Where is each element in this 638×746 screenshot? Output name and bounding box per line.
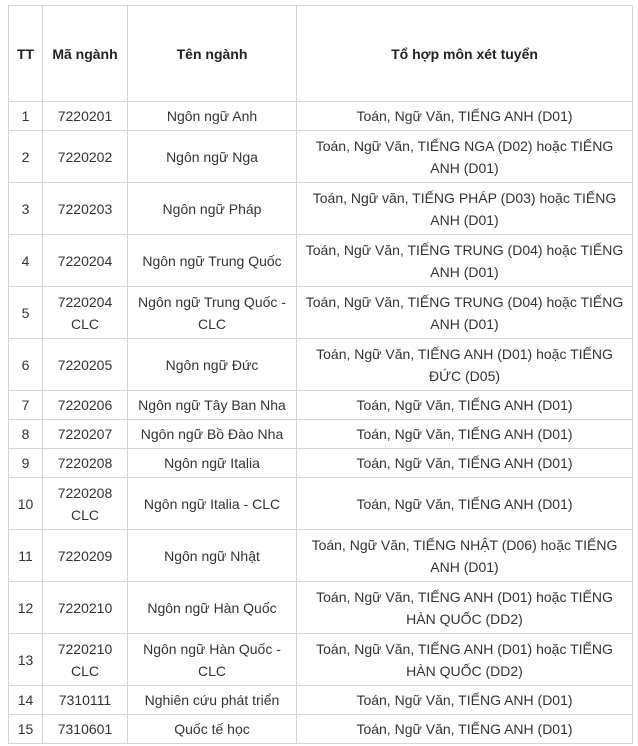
cell-tt: 3: [9, 183, 43, 235]
cell-ten-nganh: Quốc tế học: [128, 715, 297, 744]
cell-ten-nganh: Ngôn ngữ Nga: [128, 131, 297, 183]
header-to-hop: Tổ hợp môn xét tuyển: [297, 6, 633, 102]
cell-to-hop: Toán, Ngữ văn, TIẾNG PHÁP (D03) hoặc TIẾNG ANH (D01): [297, 183, 633, 235]
cell-ten-nganh: Ngôn ngữ Trung Quốc: [128, 235, 297, 287]
cell-ma-nganh: 7220204 CLC: [43, 287, 128, 339]
cell-to-hop: Toán, Ngữ Văn, TIẾNG ANH (D01): [297, 715, 633, 744]
cell-ten-nganh: Ngôn ngữ Trung Quốc - CLC: [128, 287, 297, 339]
cell-tt: 9: [9, 449, 43, 478]
table-row: [9, 420, 633, 449]
cell-ma-nganh: 7310601: [43, 715, 128, 744]
cell-tt: 10: [9, 478, 43, 530]
cell-ma-nganh: 7220201: [43, 102, 128, 131]
header-tt: TT: [9, 6, 43, 102]
cell-ma-nganh: 7220208 CLC: [43, 478, 128, 530]
cell-tt: 13: [9, 634, 43, 686]
table-row: [9, 339, 633, 391]
cell-to-hop: Toán, Ngữ Văn, TIẾNG TRUNG (D04) hoặc TIẾNG ANH (D01): [297, 287, 633, 339]
cell-to-hop: Toán, Ngữ Văn, TIẾNG NHẬT (D06) hoặc TIẾNG ANH (D01): [297, 530, 633, 582]
table-row: [9, 102, 633, 131]
table-row: [9, 686, 633, 715]
cell-tt: 7: [9, 391, 43, 420]
cell-tt: 6: [9, 339, 43, 391]
cell-to-hop: Toán, Ngữ Văn, TIẾNG ANH (D01) hoặc TIẾNG ĐỨC (D05): [297, 339, 633, 391]
cell-ma-nganh: 7220202: [43, 131, 128, 183]
cell-ten-nganh: Ngôn ngữ Tây Ban Nha: [128, 391, 297, 420]
cell-to-hop: Toán, Ngữ Văn, TIẾNG ANH (D01) hoặc TIẾNG HÀN QUỐC (DD2): [297, 634, 633, 686]
cell-tt: 15: [9, 715, 43, 744]
cell-ma-nganh: 7220207: [43, 420, 128, 449]
cell-tt: 1: [9, 102, 43, 131]
cell-to-hop: Toán, Ngữ Văn, TIẾNG ANH (D01) hoặc TIẾNG HÀN QUỐC (DD2): [297, 582, 633, 634]
cell-ten-nganh: Nghiên cứu phát triển: [128, 686, 297, 715]
cell-ten-nganh: Ngôn ngữ Hàn Quốc: [128, 582, 297, 634]
cell-ten-nganh: Ngôn ngữ Đức: [128, 339, 297, 391]
table-row: [9, 391, 633, 420]
cell-tt: 8: [9, 420, 43, 449]
table-row: [9, 715, 633, 744]
table-row: [9, 634, 633, 686]
cell-to-hop: Toán, Ngữ Văn, TIẾNG ANH (D01): [297, 102, 633, 131]
cell-to-hop: Toán, Ngữ Văn, TIẾNG ANH (D01): [297, 686, 633, 715]
cell-ten-nganh: Ngôn ngữ Italia: [128, 449, 297, 478]
table-row: [9, 530, 633, 582]
cell-ma-nganh: 7220210 CLC: [43, 634, 128, 686]
cell-to-hop: Toán, Ngữ Văn, TIẾNG ANH (D01): [297, 449, 633, 478]
cell-to-hop: Toán, Ngữ Văn, TIẾNG NGA (D02) hoặc TIẾNG ANH (D01): [297, 131, 633, 183]
header-ma-nganh: Mã ngành: [43, 6, 128, 102]
cell-ten-nganh: Ngôn ngữ Pháp: [128, 183, 297, 235]
table-row: [9, 478, 633, 530]
header-row: [9, 6, 633, 102]
cell-tt: 14: [9, 686, 43, 715]
cell-ma-nganh: 7220210: [43, 582, 128, 634]
admission-table: [8, 5, 633, 744]
table-row: [9, 235, 633, 287]
table-row: [9, 131, 633, 183]
cell-ten-nganh: Ngôn ngữ Hàn Quốc - CLC: [128, 634, 297, 686]
cell-ma-nganh: 7310111: [43, 686, 128, 715]
table-row: [9, 449, 633, 478]
cell-tt: 4: [9, 235, 43, 287]
cell-tt: 12: [9, 582, 43, 634]
table-row: [9, 183, 633, 235]
cell-ma-nganh: 7220205: [43, 339, 128, 391]
cell-ma-nganh: 7220206: [43, 391, 128, 420]
cell-ten-nganh: Ngôn ngữ Nhật: [128, 530, 297, 582]
cell-ma-nganh: 7220203: [43, 183, 128, 235]
table-row: [9, 287, 633, 339]
table-row: [9, 582, 633, 634]
cell-ten-nganh: Ngôn ngữ Anh: [128, 102, 297, 131]
cell-tt: 2: [9, 131, 43, 183]
cell-ten-nganh: Ngôn ngữ Italia - CLC: [128, 478, 297, 530]
cell-ten-nganh: Ngôn ngữ Bồ Đào Nha: [128, 420, 297, 449]
cell-to-hop: Toán, Ngữ Văn, TIẾNG ANH (D01): [297, 420, 633, 449]
cell-ma-nganh: 7220204: [43, 235, 128, 287]
header-ten-nganh: Tên ngành: [128, 6, 297, 102]
cell-tt: 11: [9, 530, 43, 582]
cell-to-hop: Toán, Ngữ Văn, TIẾNG ANH (D01): [297, 478, 633, 530]
cell-tt: 5: [9, 287, 43, 339]
cell-to-hop: Toán, Ngữ Văn, TIẾNG TRUNG (D04) hoặc TIẾNG ANH (D01): [297, 235, 633, 287]
cell-to-hop: Toán, Ngữ Văn, TIẾNG ANH (D01): [297, 391, 633, 420]
cell-ma-nganh: 7220209: [43, 530, 128, 582]
cell-ma-nganh: 7220208: [43, 449, 128, 478]
